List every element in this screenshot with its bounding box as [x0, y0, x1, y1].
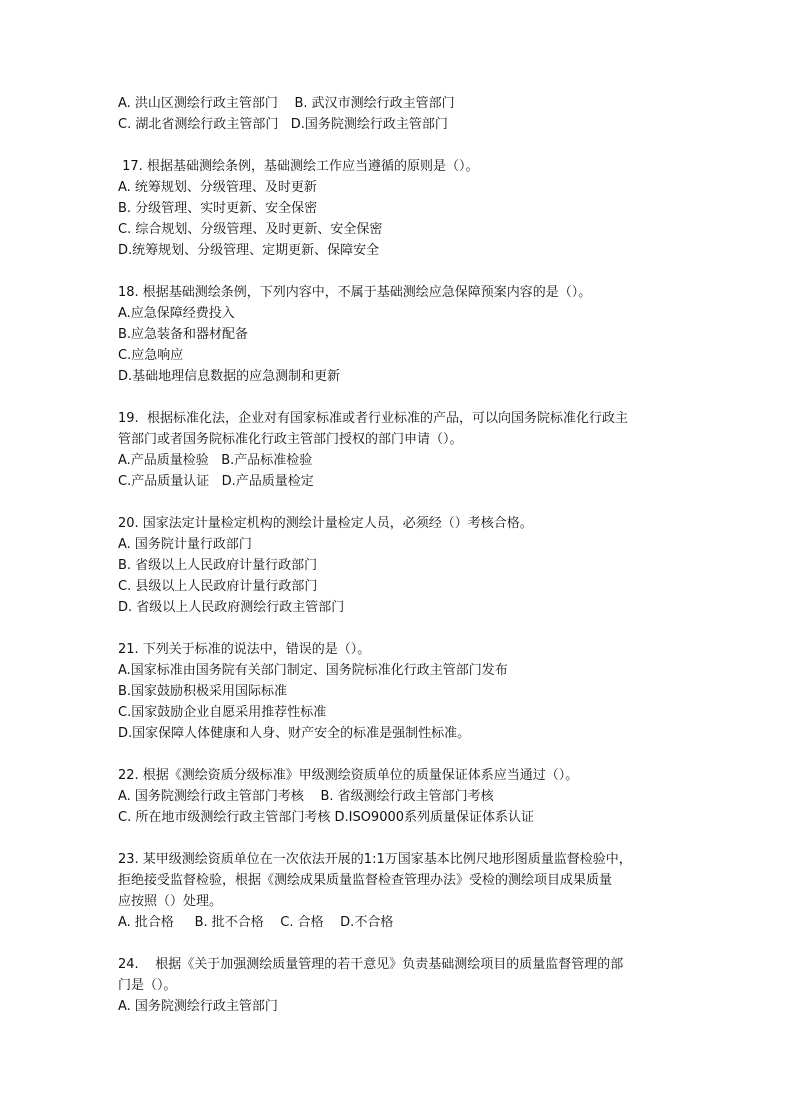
blank-line [118, 933, 730, 954]
text-line: A.产品质量检验 B.产品标准检验 [118, 453, 313, 468]
text-line: A. 洪山区测绘行政主管部门 B. 武汉市测绘行政主管部门 [118, 96, 455, 111]
blank-line [118, 387, 730, 408]
text-line: B. 省级以上人民政府计量行政部门 [118, 558, 318, 573]
text-line: C. 县级以上人民政府计量行政部门 [118, 579, 318, 594]
text-line: A.应急保障经费投入 [118, 306, 235, 321]
text-line: 应按照（）处理。 [118, 894, 223, 909]
text-line: 18. 根据基础测绘条例，下列内容中，不属于基础测绘应急保障预案内容的是（）。 [118, 285, 592, 300]
text-line: D.基础地理信息数据的应急测制和更新 [118, 369, 341, 384]
text-line: B.国家鼓励积极采用国际标准 [118, 684, 288, 699]
text-line: A.国家标准由国务院有关部门制定、国务院标准化行政主管部门发布 [118, 663, 508, 678]
text-line: B. 分级管理、实时更新、安全保密 [118, 201, 318, 216]
text-line: 20. 国家法定计量检定机构的测绘计量检定人员，必须经（）考核合格。 [118, 516, 533, 531]
text-line: D.国家保障人体健康和人身、财产安全的标准是强制性标准。 [118, 726, 471, 741]
text-line: 24. 根据《关于加强测绘质量管理的若干意见》负责基础测绘项目的质量监督管理的部 [118, 957, 624, 972]
text-line: D.统筹规划、分级管理、定期更新、保障安全 [118, 243, 380, 258]
blank-line [118, 618, 730, 639]
text-line: C. 所在地市级测绘行政主管部门考核 D.ISO9000系列质量保证体系认证 [118, 810, 535, 825]
text-line: B.应急装备和器材配备 [118, 327, 249, 342]
text-line: 拒绝接受监督检验，根据《测绘成果质量监督检查管理办法》受检的测绘项目成果质量 [118, 873, 613, 888]
text-line: 门是（）。 [118, 978, 177, 993]
blank-line [118, 261, 730, 282]
text-line: 17. 根据基础测绘条例，基础测绘工作应当遵循的原则是（）。 [118, 159, 479, 174]
blank-line [118, 744, 730, 765]
blank-line [118, 492, 730, 513]
text-line: C. 湖北省测绘行政主管部门 D.国务院测绘行政主管部门 [118, 117, 448, 132]
text-line: 23. 某甲级测绘资质单位在一次依法开展的1:1万国家基本比例尺地形图质量监督检验中， [118, 852, 632, 867]
text-line: D. 省级以上人民政府测绘行政主管部门 [118, 600, 345, 615]
text-line: C.产品质量认证 D.产品质量检定 [118, 474, 314, 489]
text-line: A. 国务院测绘行政主管部门考核 B. 省级测绘行政主管部门考核 [118, 789, 494, 804]
text-line: A. 国务院计量行政部门 [118, 537, 252, 552]
text-line: A. 统筹规划、分级管理、及时更新 [118, 180, 317, 195]
text-line: C.应急响应 [118, 348, 184, 363]
text-line: A. 国务院测绘行政主管部门 [118, 999, 278, 1014]
blank-line [118, 135, 730, 156]
text-line: 管部门或者国务院标准化行政主管部门授权的部门申请（）。 [118, 432, 463, 447]
text-line: C.国家鼓励企业自愿采用推荐性标准 [118, 705, 327, 720]
text-line: A. 批合格 B. 批不合格 C. 合格 D.不合格 [118, 915, 394, 930]
text-line: C. 综合规划、分级管理、及时更新、安全保密 [118, 222, 383, 237]
text-line: 19. 根据标准化法，企业对有国家标准或者行业标准的产品，可以向国务院标准化行政主 [118, 411, 628, 426]
blank-line [118, 828, 730, 849]
text-line: 21. 下列关于标准的说法中，错误的是（）。 [118, 642, 371, 657]
text-line: 22. 根据《测绘资质分级标准》甲级测绘资质单位的质量保证体系应当通过（）。 [118, 768, 579, 783]
